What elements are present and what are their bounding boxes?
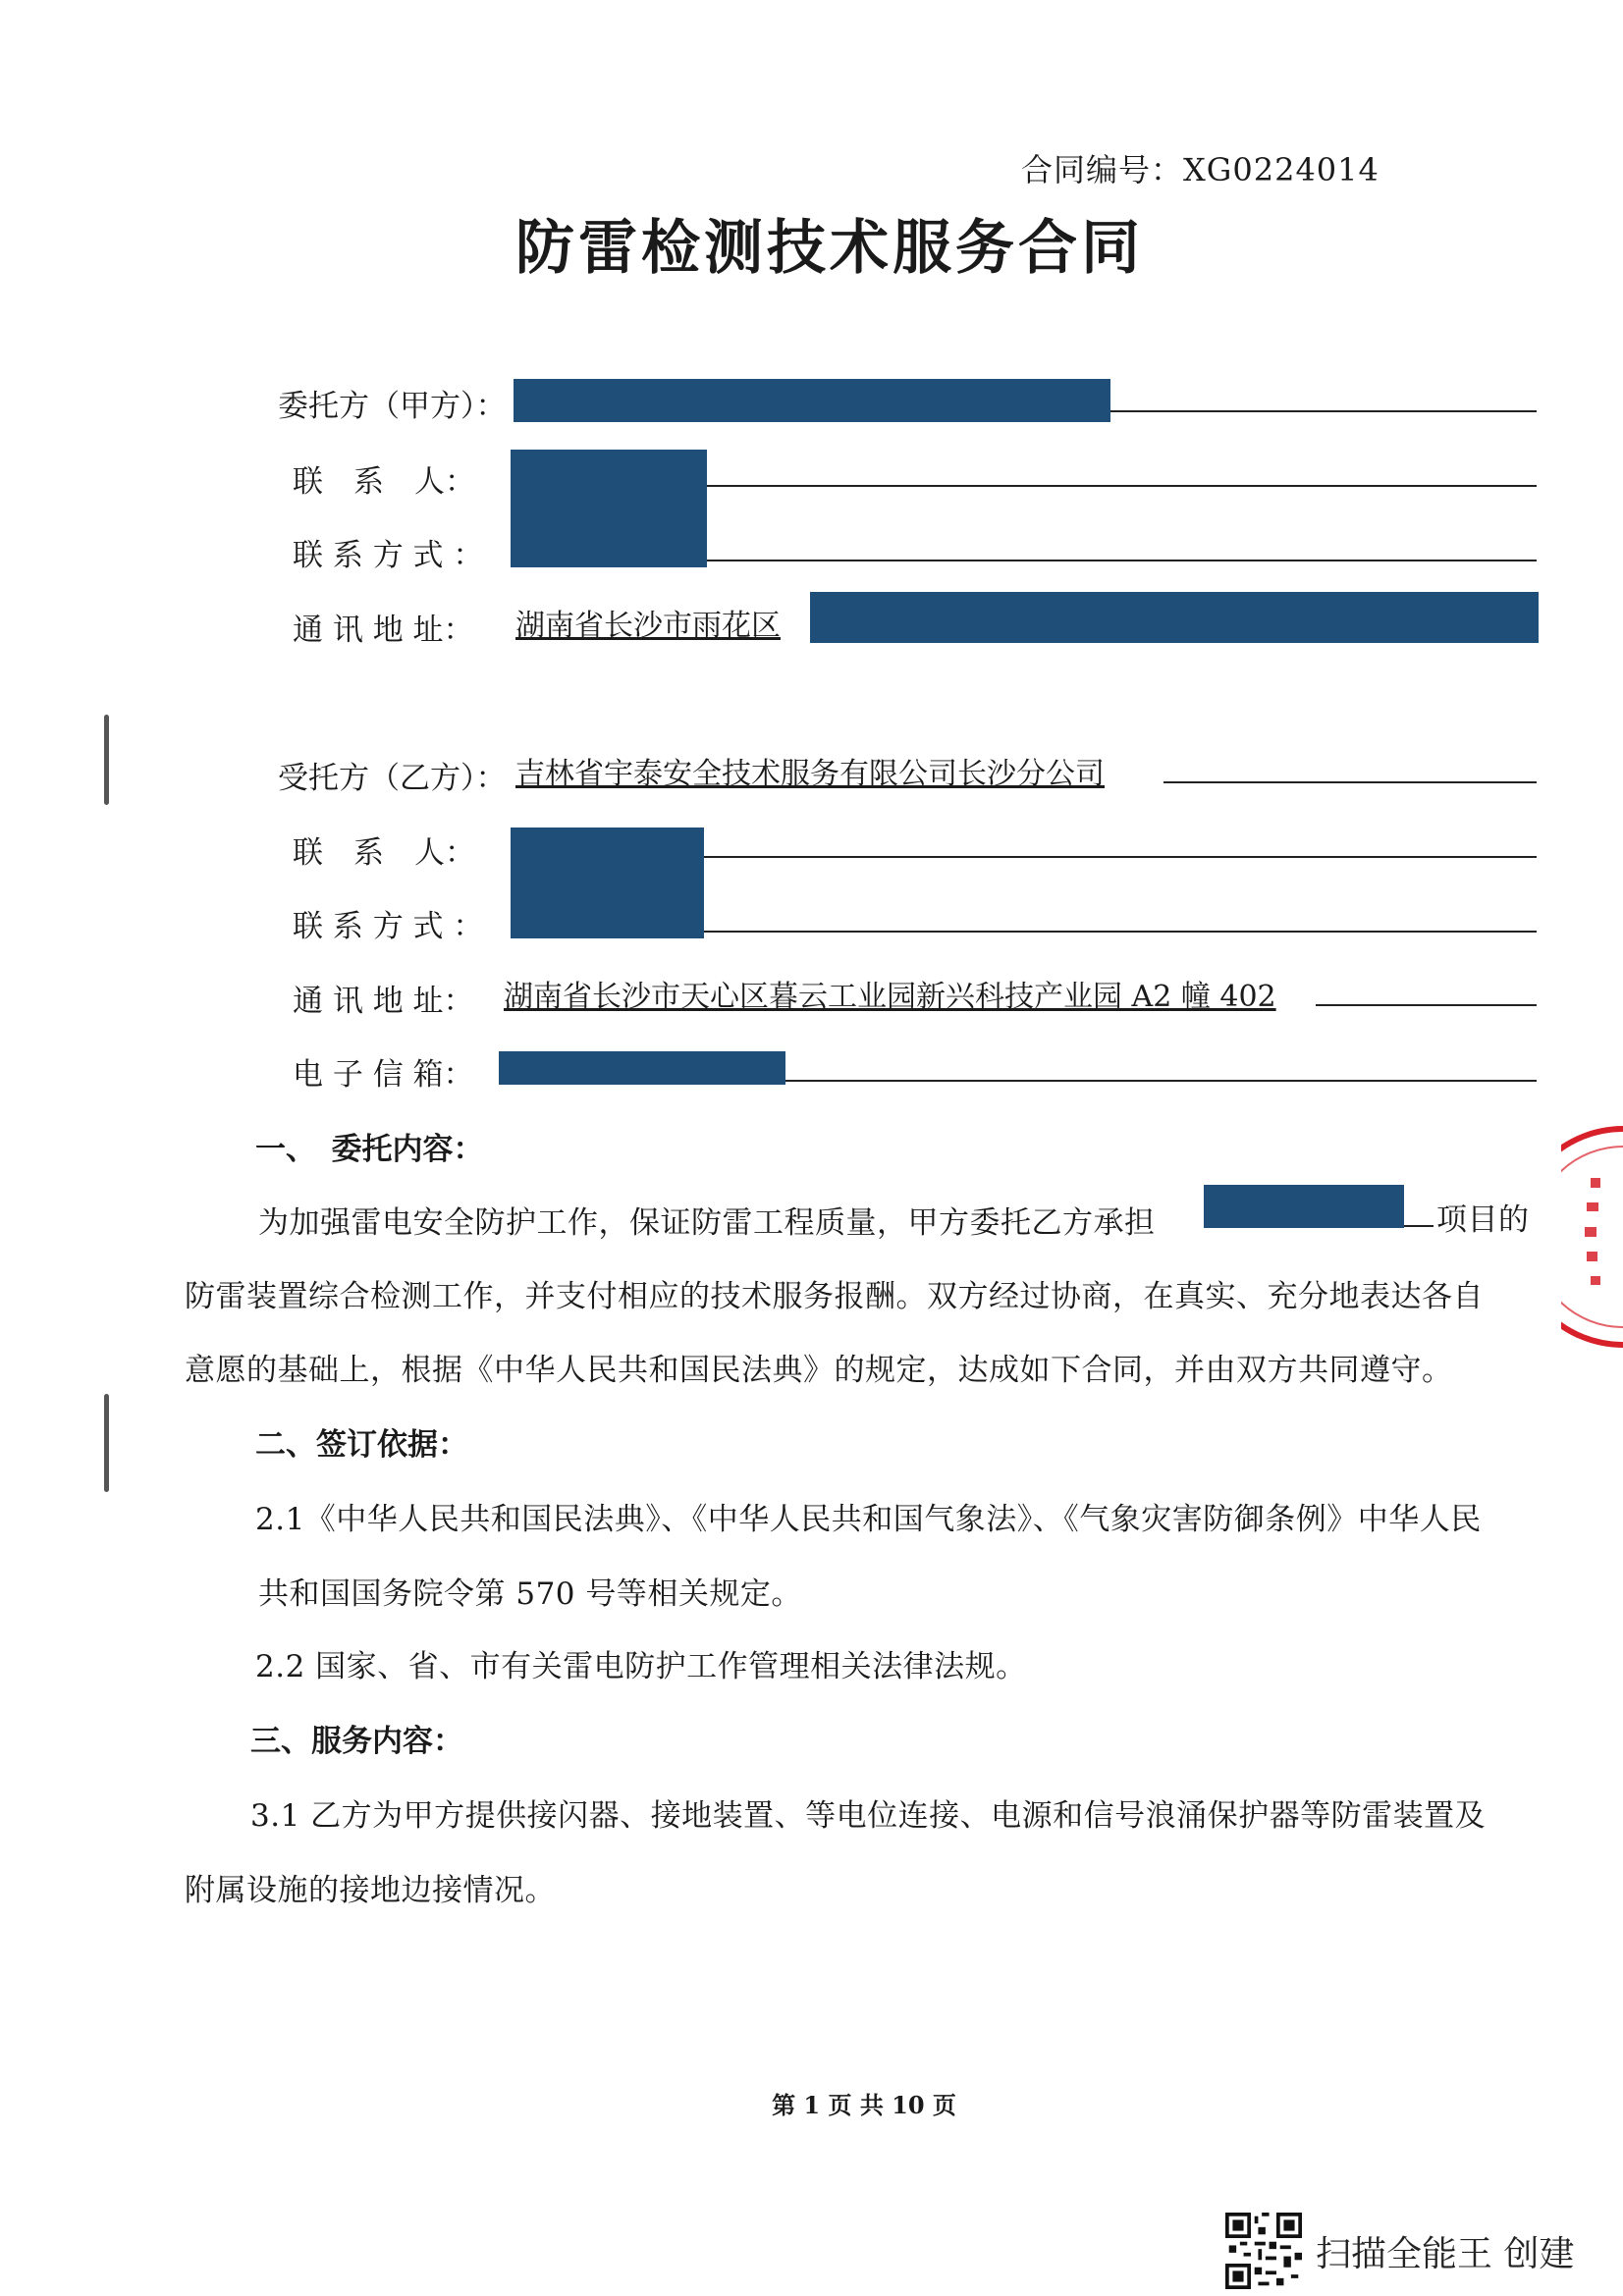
section-1-title: 一、 委托内容： bbox=[255, 1132, 484, 1167]
party-b-name: 吉林省宇泰安全技术服务有限公司长沙分公司 bbox=[515, 757, 1105, 791]
party-a-address-prefix: 湖南省长沙市雨花区 bbox=[515, 609, 781, 643]
party-b-phone-label: 联 系 方 式 ： bbox=[293, 909, 484, 944]
scanner-watermark bbox=[1225, 2213, 1574, 2289]
binder-mark-bottom bbox=[104, 1394, 109, 1492]
project-name-redaction bbox=[1204, 1185, 1404, 1228]
section-3-title: 三、服务内容： bbox=[250, 1724, 463, 1759]
section-1-para-1a: 为加强雷电安全防护工作，保证防雷工程质量，甲方委托乙方承担 bbox=[258, 1205, 1156, 1241]
party-b-label: 受托方（乙方）： bbox=[278, 761, 507, 796]
page-number: 第 1 页 共 10 页 bbox=[772, 2091, 956, 2119]
project-name-line bbox=[1404, 1225, 1434, 1227]
section-2-para-2: 共和国国务院令第 570 号等相关规定。 bbox=[258, 1576, 802, 1612]
party-a-contact-phone-redaction bbox=[511, 450, 707, 567]
section-2-title: 二、签订依据： bbox=[255, 1427, 468, 1463]
party-a-address-label: 通 讯 地 址： bbox=[293, 613, 474, 648]
party-b-address: 湖南省长沙市天心区暮云工业园新兴科技产业园 A2 幢 402 bbox=[504, 980, 1276, 1014]
section-1-para-3: 意愿的基础上，根据《中华人民共和国民法典》的规定，达成如下合同，并由双方共同遵守。 bbox=[185, 1353, 1453, 1388]
contract-number-label: 合同编号： bbox=[1021, 151, 1184, 188]
contract-number bbox=[1021, 145, 1380, 190]
qr-code-icon bbox=[1225, 2213, 1302, 2289]
party-b-name-line bbox=[1163, 781, 1537, 783]
section-1-para-1b: 项目的 bbox=[1436, 1202, 1530, 1238]
party-b-phone-line bbox=[704, 931, 1537, 933]
section-2-para-3: 2.2 国家、省、市有关雷电防护工作管理相关法律法规。 bbox=[255, 1649, 1027, 1684]
party-a-phone-line bbox=[707, 560, 1537, 561]
party-a-contact-label: 联 系 人： bbox=[293, 464, 475, 500]
section-3-para-2: 附属设施的接地边接情况。 bbox=[185, 1873, 556, 1908]
party-a-contact-line bbox=[707, 485, 1537, 487]
scanner-watermark-text: 扫描全能王 创建 bbox=[1316, 2233, 1575, 2274]
contract-number-value: XG0224014 bbox=[1183, 151, 1380, 188]
party-b-contact-phone-redaction bbox=[511, 828, 704, 938]
section-3-para-1: 3.1 乙方为甲方提供接闪器、接地装置、等电位连接、电源和信号浪涌保护器等防雷装置及 bbox=[250, 1798, 1487, 1834]
section-1-para-2: 防雷装置综合检测工作，并支付相应的技术服务报酬。双方经过协商，在真实、充分地表达各自 bbox=[185, 1279, 1484, 1314]
party-b-contact-label: 联 系 人： bbox=[293, 835, 475, 871]
party-a-label: 委托方（甲方）： bbox=[278, 389, 507, 424]
party-a-phone-label: 联 系 方 式 ： bbox=[293, 538, 484, 573]
party-b-address-label: 通 讯 地 址： bbox=[293, 984, 474, 1019]
binder-mark-top bbox=[104, 715, 109, 805]
party-b-email-label: 电 子 信 箱： bbox=[293, 1057, 474, 1093]
party-b-address-line bbox=[1316, 1004, 1537, 1006]
red-seal-stamp bbox=[1561, 1119, 1623, 1355]
party-b-email-line bbox=[785, 1080, 1537, 1082]
section-2-para-1: 2.1《中华人民共和国民法典》、《中华人民共和国气象法》、《气象灾害防御条例》中华人民 bbox=[255, 1502, 1482, 1537]
party-b-email-redaction bbox=[499, 1051, 785, 1085]
party-a-name-redaction bbox=[514, 379, 1110, 422]
party-a-name-line bbox=[1110, 410, 1537, 412]
party-b-contact-line bbox=[704, 856, 1537, 858]
party-a-address-redaction bbox=[810, 592, 1539, 643]
document-title: 防雷检测技术服务合同 bbox=[515, 214, 1144, 283]
